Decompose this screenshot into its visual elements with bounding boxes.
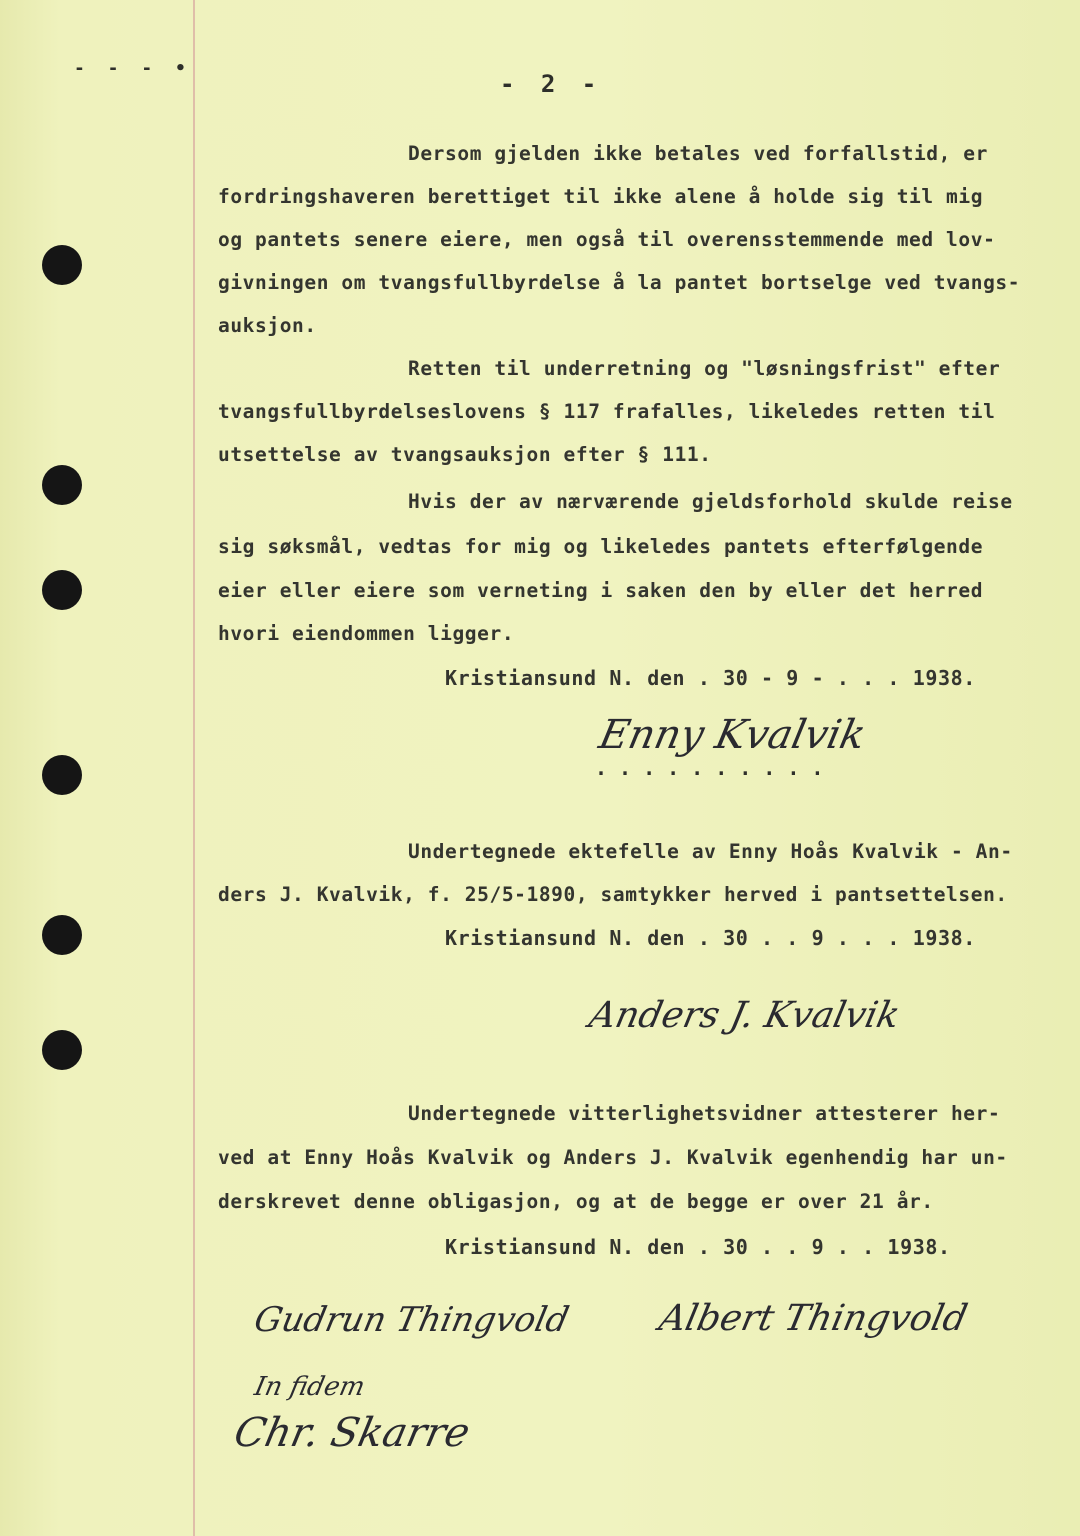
text-line: ders J. Kvalvik, f. 25/5-1890, samtykker herved i pantsettelsen. [218, 883, 1008, 906]
text-line: ved at Enny Hoås Kvalvik og Anders J. Kvalvik egenhendig har un- [218, 1146, 1008, 1169]
text-line: Undertegnede ektefelle av Enny Hoås Kvalvik - An- [408, 840, 1013, 863]
text-line: fordringshaveren berettiget til ikke alene å holde sig til mig [218, 185, 984, 208]
margin-rule [193, 0, 195, 1536]
punch-hole [42, 915, 82, 955]
text-line: Retten til underretning og "løsningsfrist" efter [408, 357, 1001, 380]
corner-marks: - - - • [74, 58, 192, 79]
text-line: givningen om tvangsfullbyrdelse å la pantet bortselge ved tvangs- [218, 271, 1021, 294]
signature-dotted-line: .......... [595, 756, 836, 780]
date-line: Kristiansund N. den . 30 . . 9 . . . 1938. [445, 926, 976, 950]
text-line: sig søksmål, vedtas for mig og likeledes pantets efterfølgende [218, 535, 984, 558]
text-line: Hvis der av nærværende gjeldsforhold skulde reise [408, 490, 1013, 513]
date-line: Kristiansund N. den . 30 . . 9 . . 1938. [445, 1235, 951, 1259]
signature-skarre: Chr. Skarre [230, 1410, 474, 1456]
punch-hole [42, 570, 82, 610]
text-line: auksjon. [218, 314, 317, 337]
signature-anders: Anders J. Kvalvik [585, 995, 904, 1036]
punch-hole [42, 755, 82, 795]
text-line: tvangsfullbyrdelseslovens § 117 frafalles, likeledes retten til [218, 400, 996, 423]
text-line: Undertegnede vitterlighetsvidner attesterer her- [408, 1102, 1001, 1125]
text-line: derskrevet denne obligasjon, og at de begge er over 21 år. [218, 1190, 934, 1213]
punch-hole [42, 245, 82, 285]
punch-hole [42, 465, 82, 505]
signature-albert: Albert Thingvold [655, 1298, 971, 1339]
text-line: utsettelse av tvangsauksjon efter § 111. [218, 443, 712, 466]
text-line: eier eller eiere som verneting i saken den by eller det herred [218, 579, 984, 602]
date-line: Kristiansund N. den . 30 - 9 - . . . 1938. [445, 666, 976, 690]
signature-enny: Enny Kvalvik [595, 712, 870, 758]
page-number: - 2 - [500, 70, 603, 98]
text-line: hvori eiendommen ligger. [218, 622, 515, 645]
punch-hole [42, 1030, 82, 1070]
text-line: og pantets senere eiere, men også til overensstemmende med lov- [218, 228, 996, 251]
text-line: Dersom gjelden ikke betales ved forfallstid, er [408, 142, 988, 165]
signature-in-fidem: In fidem [251, 1372, 368, 1402]
signature-gudrun: Gudrun Thingvold [250, 1300, 573, 1340]
